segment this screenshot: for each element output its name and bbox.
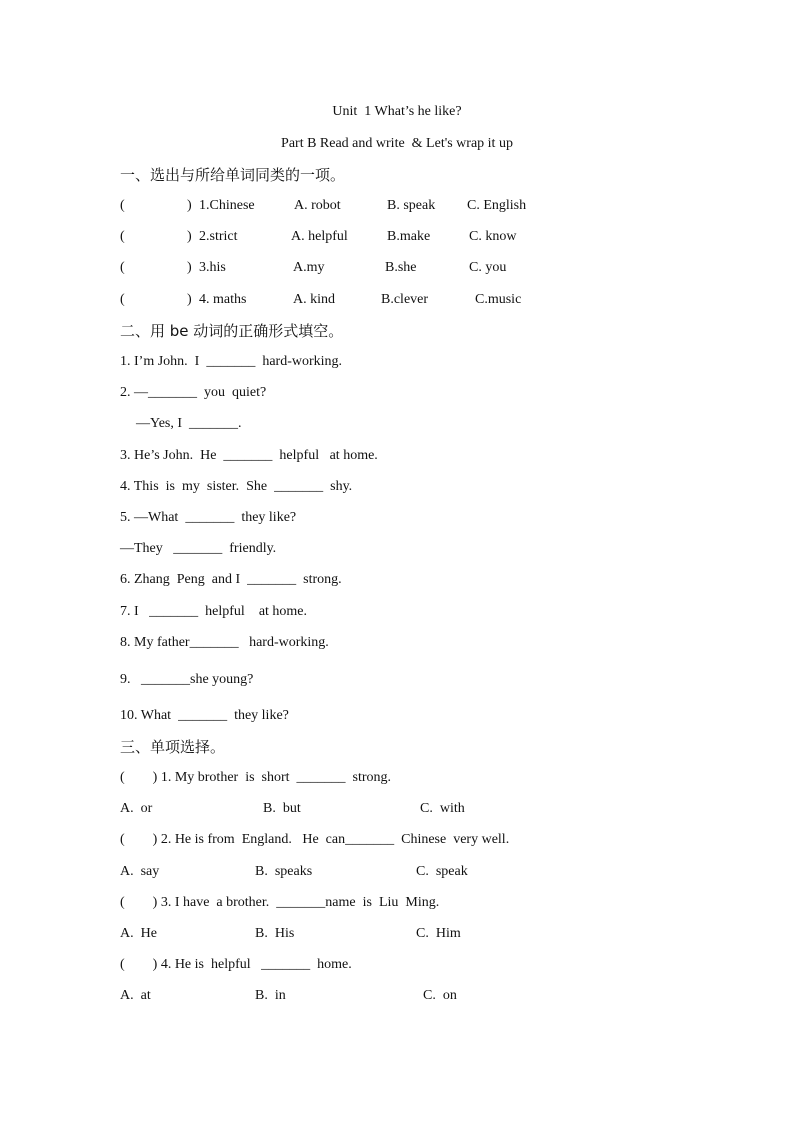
fill-blank-item: 9. _______she young?	[120, 672, 254, 687]
section1-heading: 一、选出与所给单词同类的一项。	[120, 166, 346, 184]
question-word: 2.strict	[199, 229, 238, 244]
question-word: 1.Chinese	[199, 198, 255, 213]
fill-blank-item: 2. —_______ you quiet?	[120, 385, 267, 400]
option-a: A.my	[293, 260, 325, 275]
option-c: C. Him	[416, 926, 461, 941]
option-b: B. speak	[387, 198, 436, 213]
fill-blank-item: 6. Zhang Peng and I _______ strong.	[120, 572, 342, 587]
option-b: B. but	[263, 801, 301, 816]
fill-blank-item: 3. He’s John. He _______ helpful at home.	[120, 448, 378, 463]
answer-blank-open: (	[120, 292, 125, 307]
option-c: C. you	[469, 260, 507, 275]
answer-blank-close: )	[187, 292, 192, 307]
answer-blank-open: (	[120, 260, 125, 275]
option-a: A. or	[120, 801, 153, 816]
option-c: C. speak	[416, 864, 468, 879]
option-a: A. helpful	[291, 229, 348, 244]
answer-blank-open: (	[120, 229, 125, 244]
question-word: 3.his	[199, 260, 226, 275]
question-text: ( ) 1. My brother is short _______ strong.	[120, 770, 392, 785]
option-b: B. His	[255, 926, 295, 941]
fill-blank-item: 8. My father_______ hard-working.	[120, 635, 329, 650]
question-text: ( ) 2. He is from England. He can_______ Chinese very well.	[120, 832, 510, 847]
option-c: C. with	[420, 801, 465, 816]
option-a: A. kind	[293, 292, 335, 307]
page-subtitle: Part B Read and write & Let's wrap it up	[281, 136, 513, 151]
option-b: B.she	[385, 260, 417, 275]
option-a: A. He	[120, 926, 157, 941]
fill-blank-item: 5. —What _______ they like?	[120, 510, 297, 525]
option-c: C. know	[469, 229, 517, 244]
option-a: A. robot	[294, 198, 341, 213]
question-text: ( ) 3. I have a brother. _______name is Liu Ming.	[120, 895, 440, 910]
section2-heading: 二、用 be 动词的正确形式填空。	[120, 322, 344, 340]
answer-blank-close: )	[187, 198, 192, 213]
question-word: 4. maths	[199, 292, 247, 307]
fill-blank-item: 7. I _______ helpful at home.	[120, 604, 308, 619]
option-b: B. speaks	[255, 864, 313, 879]
fill-blank-item: —Yes, I _______.	[136, 416, 242, 431]
option-b: B. in	[255, 988, 286, 1003]
fill-blank-item: 4. This is my sister. She _______ shy.	[120, 479, 353, 494]
fill-blank-item: 10. What _______ they like?	[120, 708, 289, 723]
option-b: B.clever	[381, 292, 429, 307]
answer-blank-open: (	[120, 198, 125, 213]
answer-blank-close: )	[187, 260, 192, 275]
option-a: A. at	[120, 988, 151, 1003]
fill-blank-item: 1. I’m John. I _______ hard-working.	[120, 354, 343, 369]
answer-blank-close: )	[187, 229, 192, 244]
section3-heading: 三、单项选择。	[120, 738, 226, 756]
question-text: ( ) 4. He is helpful _______ home.	[120, 957, 352, 972]
option-a: A. say	[120, 864, 160, 879]
option-c: C. English	[467, 198, 527, 213]
fill-blank-item: —They _______ friendly.	[120, 541, 277, 556]
page-title: Unit 1 What’s he like?	[332, 104, 462, 119]
option-b: B.make	[387, 229, 431, 244]
option-c: C.music	[475, 292, 522, 307]
option-c: C. on	[423, 988, 457, 1003]
